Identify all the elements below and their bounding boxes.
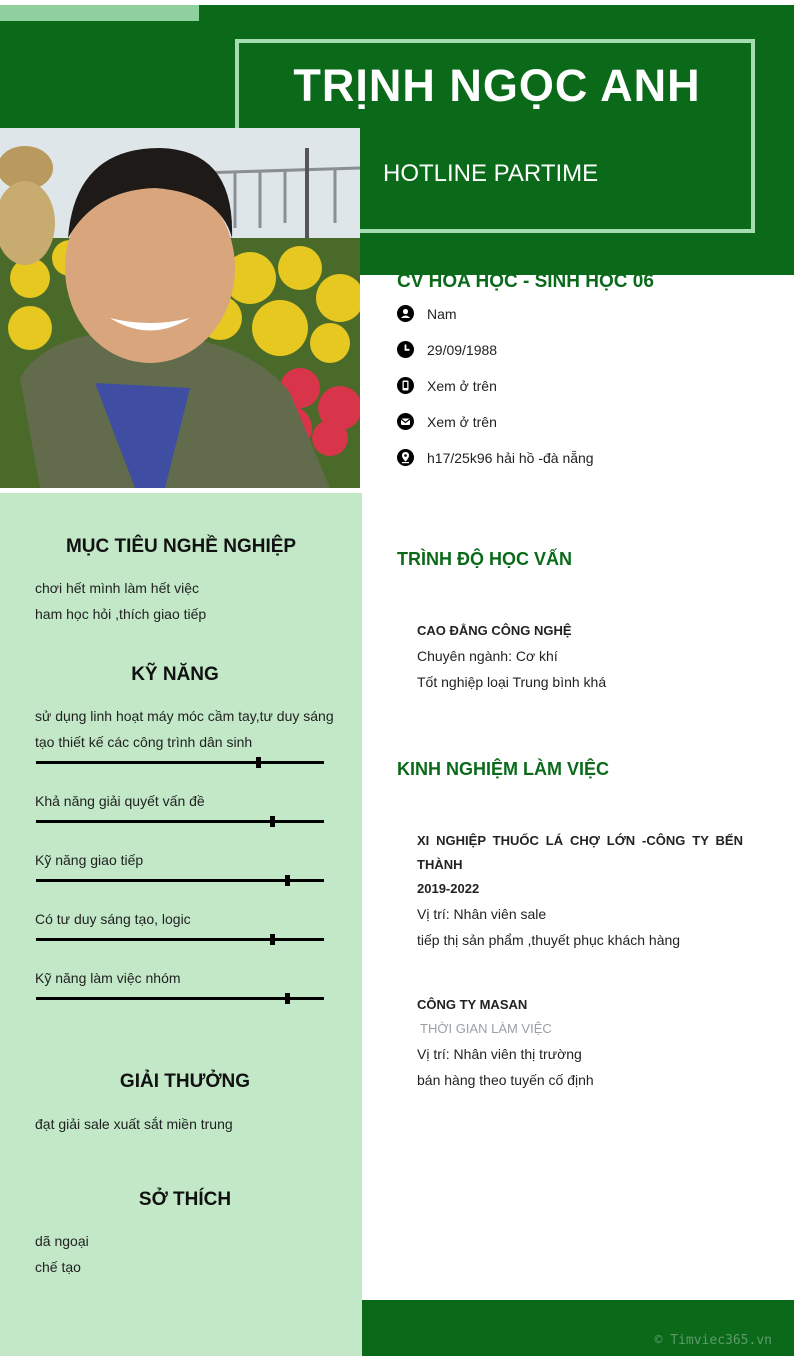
- award-line: đạt giải sale xuất sắt miền trung: [35, 1116, 233, 1132]
- email-icon: [397, 413, 414, 430]
- skill-label: tạo thiết kế các công trình dân sinh: [35, 734, 253, 750]
- education-major: Chuyên ngành: Cơ khí: [417, 648, 558, 664]
- experience-heading: KINH NGHIỆM LÀM VIỆC: [397, 759, 610, 779]
- skill-bar: [36, 938, 324, 941]
- job-description: bán hàng theo tuyến cố định: [417, 1072, 594, 1088]
- location-icon: [397, 449, 414, 466]
- skill-bar: [36, 997, 324, 1000]
- person-icon: [397, 305, 414, 322]
- education-heading: TRÌNH ĐỘ HỌC VẤN: [397, 549, 572, 569]
- hobby-line: chế tạo: [35, 1259, 81, 1275]
- objective-line: chơi hết mình làm hết việc: [35, 580, 200, 596]
- skill-label: Khả năng giải quyết vấn đề: [35, 793, 205, 809]
- job-period: 2019-2022: [417, 881, 480, 896]
- objective-heading: MỤC TIÊU NGHỀ NGHIỆP: [65, 536, 297, 557]
- skills-heading: KỸ NĂNG: [131, 664, 219, 685]
- skill-label: sử dụng linh hoạt máy móc cầm tay,tư duy sáng: [35, 708, 334, 724]
- skill-level-marker: [270, 934, 275, 945]
- job-position: Vị trí: Nhân viên sale: [417, 906, 547, 922]
- skill-bar: [36, 820, 324, 823]
- job-company: XI NGHIỆP THUỐC LÁ CHỢ LỚN -CÔNG TY BẾN: [417, 833, 743, 848]
- job-company: THÀNH: [417, 857, 463, 872]
- job-position: Vị trí: Nhân viên thị trường: [417, 1046, 582, 1062]
- cv-title: CV HÓA HỌC - SINH HỌC 06: [397, 271, 654, 292]
- education-grade: Tốt nghiệp loại Trung bình khá: [417, 674, 607, 690]
- skill-label: Có tư duy sáng tạo, logic: [35, 911, 191, 927]
- skill-label: Kỹ năng giao tiếp: [35, 852, 144, 868]
- sidebar: [0, 493, 362, 1356]
- clock-icon: [397, 341, 414, 358]
- skill-level-marker: [270, 816, 275, 827]
- footer-credit[interactable]: © Timviec365.vn: [654, 1333, 772, 1348]
- skill-label: Kỹ năng làm việc nhóm: [35, 970, 181, 986]
- profile-photo: [0, 128, 360, 488]
- accent-strip: [0, 5, 199, 21]
- job-period: THỜI GIAN LÀM VIỆC: [420, 1021, 552, 1036]
- gender-value: Nam: [427, 306, 457, 322]
- job-company: CÔNG TY MASAN: [417, 997, 528, 1012]
- school-name: CAO ĐẲNG CÔNG NGHỆ: [417, 623, 572, 638]
- phone-icon: [397, 377, 414, 394]
- awards-heading: GIẢI THƯỞNG: [119, 1071, 251, 1092]
- full-name: TRỊNH NGỌC ANH: [293, 60, 701, 111]
- email-value: Xem ở trên: [427, 414, 497, 430]
- hobby-line: dã ngoại: [35, 1233, 89, 1249]
- phone-value: Xem ở trên: [427, 378, 497, 394]
- skill-level-marker: [256, 757, 261, 768]
- objective-line: ham học hỏi ,thích giao tiếp: [35, 606, 207, 622]
- address-value: h17/25k96 hải hồ -đà nẵng: [427, 450, 594, 466]
- job-title: HOTLINE PARTIME: [383, 160, 599, 187]
- skill-level-marker: [285, 993, 290, 1004]
- hobbies-heading: SỞ THÍCH: [138, 1189, 232, 1210]
- skill-level-marker: [285, 875, 290, 886]
- birthdate-value: 29/09/1988: [427, 342, 498, 358]
- skill-bar: [36, 879, 324, 882]
- job-description: tiếp thị sản phẩm ,thuyết phục khách hàng: [417, 932, 681, 948]
- skill-bar: [36, 761, 324, 764]
